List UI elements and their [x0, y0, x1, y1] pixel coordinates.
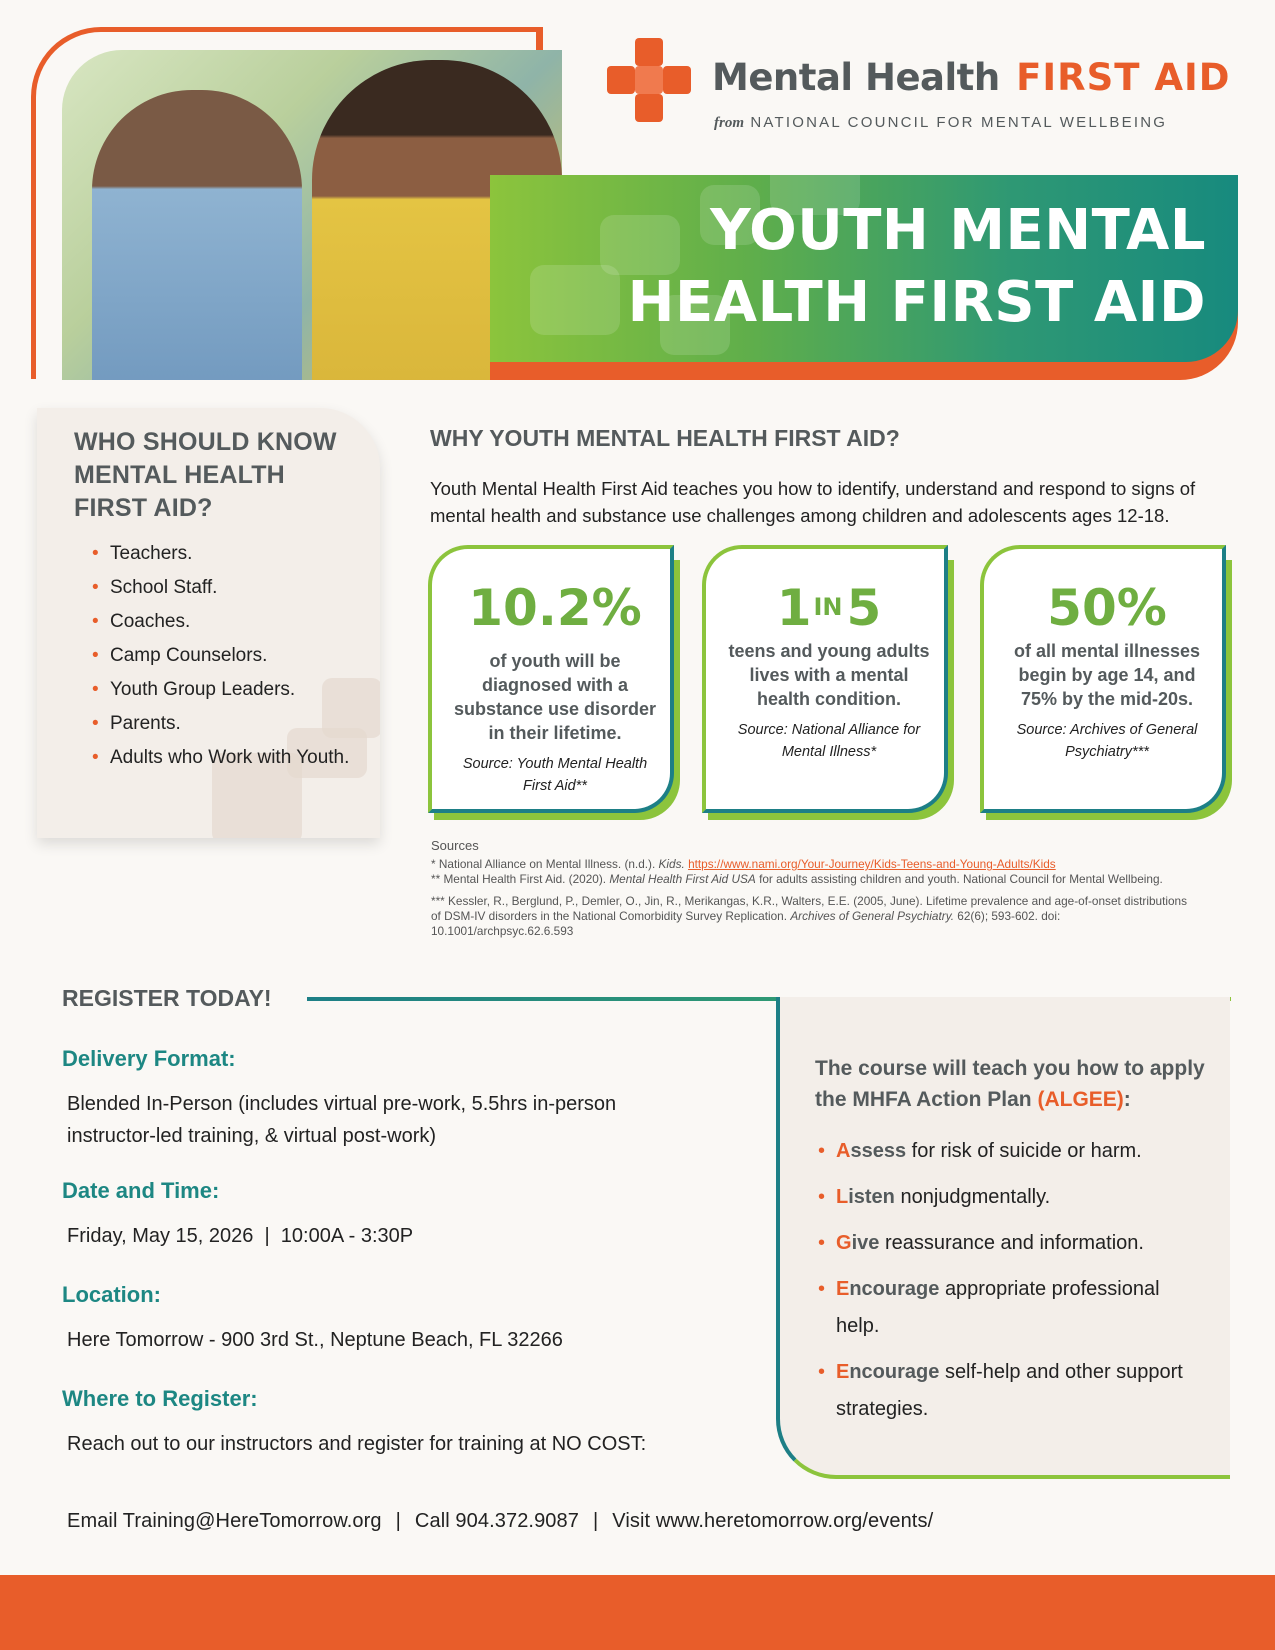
who-title: WHO SHOULD KNOW MENTAL HEALTH FIRST AID? [74, 428, 337, 522]
algee-text: nonjudgmentally. [900, 1186, 1051, 1208]
source-1-text: * National Alliance on Mental Illness. (n.d.). [431, 857, 656, 871]
source-3-rest: 62(6); 593-602. doi: 10.1001/archpsyc.62.6.593 [431, 909, 1061, 938]
list-item: • Camp Counselors. [92, 642, 352, 669]
algee-title-accent: (ALGEE) [1037, 1088, 1124, 1111]
algee-title-text: The course will teach you how to apply the MHFA Action Plan [815, 1057, 1205, 1111]
logo-title [712, 56, 1231, 99]
contact-separator: | [395, 1510, 401, 1532]
algee-keyword: Assess [836, 1140, 907, 1162]
algee-keyword: Give [836, 1232, 880, 1254]
source-1-link[interactable]: https://www.nami.org/Your-Journey/Kids-Teens-and-Young-Adults/Kids [688, 857, 1056, 871]
sources-heading: Sources [431, 838, 479, 853]
source-3 [431, 894, 1191, 939]
list-item: • Adults who Work with Youth. [92, 744, 352, 771]
list-item [818, 1271, 1198, 1345]
stat-source: Source: Archives of General Psychiatry*** [1016, 722, 1198, 760]
plus-cross-icon [607, 38, 692, 123]
algee-title [815, 1053, 1215, 1115]
stat-source: Source: Youth Mental Health First Aid** [462, 756, 648, 794]
list-item [818, 1354, 1198, 1428]
stat-value [706, 579, 952, 637]
date-value: Friday, May 15, 2026 | 10:00A - 3:30P [67, 1225, 414, 1247]
list-item [818, 1225, 1198, 1262]
where-value: Reach out to our instructors and register for training at NO COST: [67, 1433, 647, 1455]
stat-card-3 [980, 545, 1230, 820]
footer-bar [0, 1575, 1275, 1650]
delivery-value: Blended In-Person (includes virtual pre-work, 5.5hrs in-person instructor-led training, & virtual post-work) [67, 1093, 617, 1147]
algee-list [818, 1133, 1198, 1437]
why-text: Youth Mental Health First Aid teaches you how to identify, understand and respond to signs of mental health and substance use challenges among children and adolescents ages 12-18. [430, 478, 1196, 526]
title-banner [490, 175, 1238, 362]
logo-title-accent: FIRST AID [1016, 56, 1231, 99]
contact-phone[interactable]: Call 904.372.9087 [414, 1510, 579, 1532]
list-item [818, 1179, 1198, 1216]
sources-block [431, 838, 1191, 946]
who-list [92, 540, 352, 778]
stat-source: Source: National Alliance for Mental Illness* [737, 722, 921, 760]
where-label: Where to Register: [62, 1386, 258, 1411]
algee-text: self-help and other support strategies. [836, 1361, 1183, 1420]
algee-keyword: Listen [836, 1186, 895, 1208]
location-value: Here Tomorrow - 900 3rd St., Neptune Beach, FL 32266 [67, 1329, 563, 1351]
register-title: REGISTER TODAY! [62, 985, 272, 1011]
stat-description: of all mental illnesses begin by age 14, and 75% by the mid-20s. [1013, 641, 1201, 709]
source-3-italic: Archives of General Psychiatry. [790, 909, 954, 923]
location-label: Location: [62, 1282, 161, 1307]
stat-value-a: 1 [776, 579, 812, 637]
stat-value-b: 5 [846, 579, 882, 637]
source-1-italic: Kids. [658, 857, 685, 871]
contact-separator: | [592, 1510, 599, 1532]
algee-keyword: Encourage [836, 1278, 940, 1300]
source-2-rest: for adults assisting children and youth. National Council for Mental Wellbeing. [759, 872, 1163, 886]
algee-text: reassurance and information. [884, 1232, 1144, 1254]
person-left [92, 90, 302, 380]
logo-title-main: Mental Health [712, 56, 1000, 99]
list-item: • Youth Group Leaders. [92, 676, 352, 703]
source-2-italic: Mental Health First Aid USA [609, 872, 756, 886]
logo-org: NATIONAL COUNCIL FOR MENTAL WELLBEING [750, 114, 1168, 131]
banner-title [628, 195, 1206, 339]
stat-value: 50% [1047, 579, 1167, 637]
why-title: WHY YOUTH MENTAL HEALTH FIRST AID? [430, 425, 900, 451]
stat-value: 10.2% [468, 579, 642, 637]
date-label: Date and Time: [62, 1178, 220, 1203]
stat-description: teens and young adults lives with a mental health condition. [728, 641, 930, 709]
delivery-label: Delivery Format: [62, 1046, 236, 1071]
logo-from: from [714, 115, 744, 131]
list-item: • Parents. [92, 710, 352, 737]
banner-title-line1: YOUTH MENTAL [710, 198, 1206, 263]
list-item: • School Staff. [92, 574, 352, 601]
stat-value-mid: IN [813, 593, 843, 621]
algee-panel [776, 997, 1230, 1479]
algee-title-colon: : [1123, 1088, 1131, 1111]
algee-keyword: Encourage [836, 1361, 940, 1383]
who-should-know-panel [37, 408, 380, 838]
algee-text: for risk of suicide or harm. [911, 1140, 1142, 1162]
banner-title-line2: HEALTH FIRST AID [627, 270, 1206, 335]
source-1 [431, 857, 1191, 887]
stat-card-1 [428, 545, 678, 820]
list-item [818, 1133, 1198, 1170]
stat-card-2 [702, 545, 952, 820]
algee-text: appropriate professional help. [836, 1278, 1160, 1337]
contact-email[interactable]: Email Training@HereTomorrow.org [67, 1510, 382, 1532]
contact-website[interactable]: Visit www.heretomorrow.org/events/ [612, 1510, 934, 1532]
hero-photo [62, 50, 562, 380]
list-item: • Coaches. [92, 608, 352, 635]
list-item: • Teachers. [92, 540, 352, 567]
source-2-text: ** Mental Health First Aid. (2020). [431, 872, 607, 886]
contact-line [67, 1510, 933, 1533]
source-3-text: *** Kessler, R., Berglund, P., Demler, O., Jin, R., Merikangas, K.R., Walters, E.E. (2005, June). Lifetime prevalence and age-of-onset distributions of DSM-IV disorders in the National Comorbidity Survey Replication. [431, 894, 1188, 923]
stat-description: of youth will be diagnosed with a substance use disorder in their lifetime. [453, 651, 657, 743]
mhfa-logo [607, 38, 1231, 138]
logo-subtitle [714, 114, 1167, 132]
